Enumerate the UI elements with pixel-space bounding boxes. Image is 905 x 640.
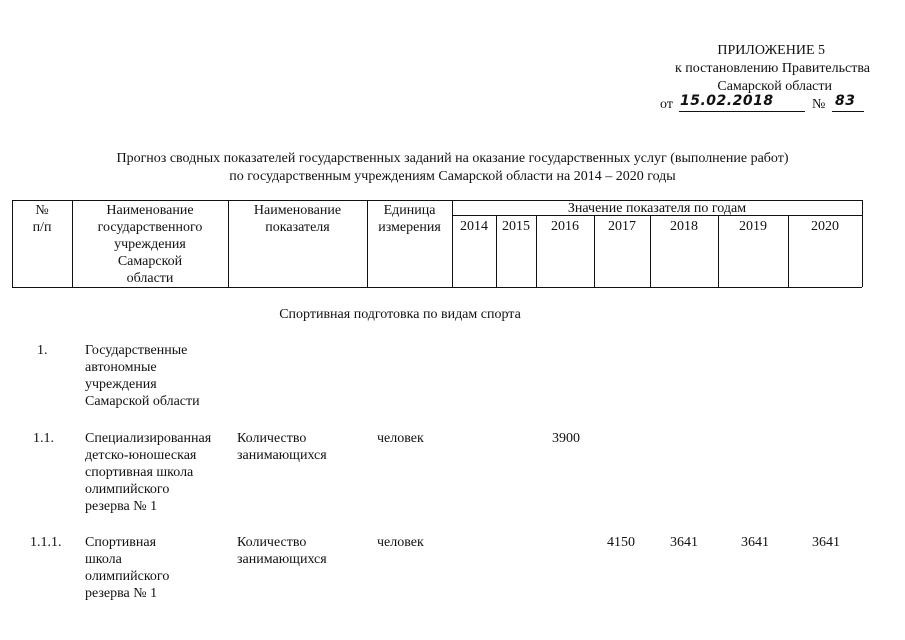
header-years-group: Значение показателя по годам [567,201,747,216]
row-unit: человек [377,431,424,446]
appendix-title: ПРИЛОЖЕНИЕ 5 [717,43,825,58]
header-institution-line: учреждения [114,237,186,252]
row-name-line: учреждения [85,377,157,392]
row-name-line: резерва № 1 [85,499,158,514]
header-unit-line: Единица [383,203,436,218]
row-value-2019: 3641 [741,535,769,550]
row-name-line: Самарской области [85,394,200,409]
row-name-line: детско-юношеская [85,448,197,463]
header-number-line: п/п [32,220,52,235]
row-indicator-line: Количество [237,535,307,550]
row-name-line: олимпийского [85,482,170,497]
row-indicator [237,534,327,568]
appendix-from-label: от [660,97,673,112]
header-bottom-rule [12,287,862,288]
row-value-2017: 4150 [607,535,635,550]
header-year-2017: 2017 [608,219,636,234]
header-institution-line: Наименование [106,203,194,218]
header-year-2020: 2020 [811,219,839,234]
header-year-2014: 2014 [460,219,488,234]
header-year-2019: 2019 [739,219,767,234]
appendix-date-underline [679,111,805,112]
row-number: 1. [37,343,48,358]
header-institution-col [72,202,228,287]
row-name-line: Государственные [85,343,188,358]
row-institution-name [85,534,169,602]
appendix-resolution-line: к постановлению Правительства [674,61,870,76]
header-indicator-line: Наименование [253,203,342,218]
row-indicator-line: занимающихся [237,552,327,567]
header-unit-col [367,202,452,236]
section-title: Спортивная подготовка по видам спорта [279,307,521,322]
appendix-region-line: Самарской области [717,79,832,94]
header-number-line: № [35,203,49,218]
row-name-line: резерва № 1 [85,586,158,601]
document-title-line-2: по государственным учреждениям Самарской области на 2014 – 2020 годы [229,169,676,184]
header-institution-line: государственного [97,220,203,235]
header-year-2016: 2016 [551,219,579,234]
row-name-line: школа [85,552,122,567]
appendix-number-underline [832,111,864,112]
appendix-date-value: 15.02.2018 [680,93,774,109]
row-indicator-line: Количество [237,431,307,446]
row-institution-name [85,342,200,410]
col-rule [862,200,863,287]
document-title-line-1: Прогноз сводных показателей государственных заданий на оказание государственных услуг (выполнение работ) [116,151,789,166]
row-value-2018: 3641 [670,535,698,550]
header-unit-line: измерения [378,220,441,235]
row-name-line: Специализированная [85,431,212,446]
row-number: 1.1.1. [30,535,62,550]
appendix-number-value: 83 [835,93,856,109]
row-indicator [237,430,327,464]
row-institution-name [85,430,211,515]
row-indicator-line: занимающихся [237,448,327,463]
header-number-col [12,202,72,236]
header-institution-line: Самарской [117,254,183,269]
row-unit: человек [377,535,424,550]
header-year-2018: 2018 [670,219,698,234]
header-institution-line: области [126,271,174,286]
header-indicator-line: показателя [265,220,330,235]
header-indicator-col [228,202,367,236]
row-name-line: Спортивная [85,535,157,550]
row-number: 1.1. [33,431,54,446]
row-value-2020: 3641 [812,535,840,550]
header-year-2015: 2015 [502,219,530,234]
row-name-line: спортивная школа [85,465,194,480]
row-name-line: олимпийского [85,569,170,584]
appendix-number-label: № [812,97,826,112]
row-value-2016: 3900 [552,431,580,446]
row-name-line: автономные [85,360,157,375]
